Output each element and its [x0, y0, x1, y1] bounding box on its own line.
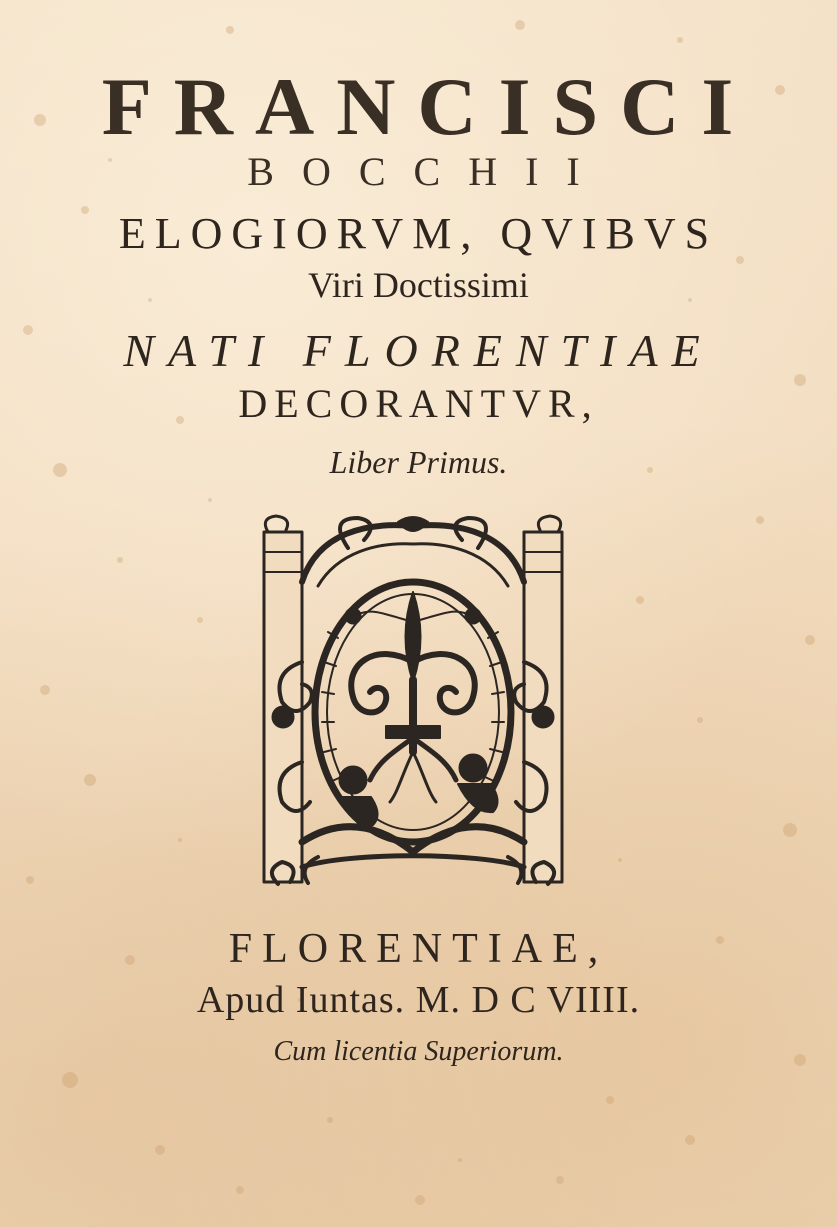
imprint-place: FLORENTIAE,: [228, 926, 609, 972]
nati-florentiae-line: NATI FLORENTIAE: [123, 325, 714, 376]
work-title: ELOGIORVM, QVIBVS: [118, 209, 719, 258]
author-surname: BOCCHII: [247, 149, 608, 194]
author-name: FRANCISCI: [101, 61, 756, 152]
imprint-publisher-date: Apud Iuntas. M. D C VIIII.: [196, 979, 641, 1021]
book-number: Liber Primus.: [329, 444, 508, 480]
decorantur-line: DECORANTVR,: [238, 381, 599, 426]
imprint-license: Cum licentia Superiorum.: [273, 1036, 564, 1067]
florentine-lily-woodcut-icon: [258, 512, 568, 894]
work-subtitle: Viri Doctissimi: [308, 265, 529, 305]
